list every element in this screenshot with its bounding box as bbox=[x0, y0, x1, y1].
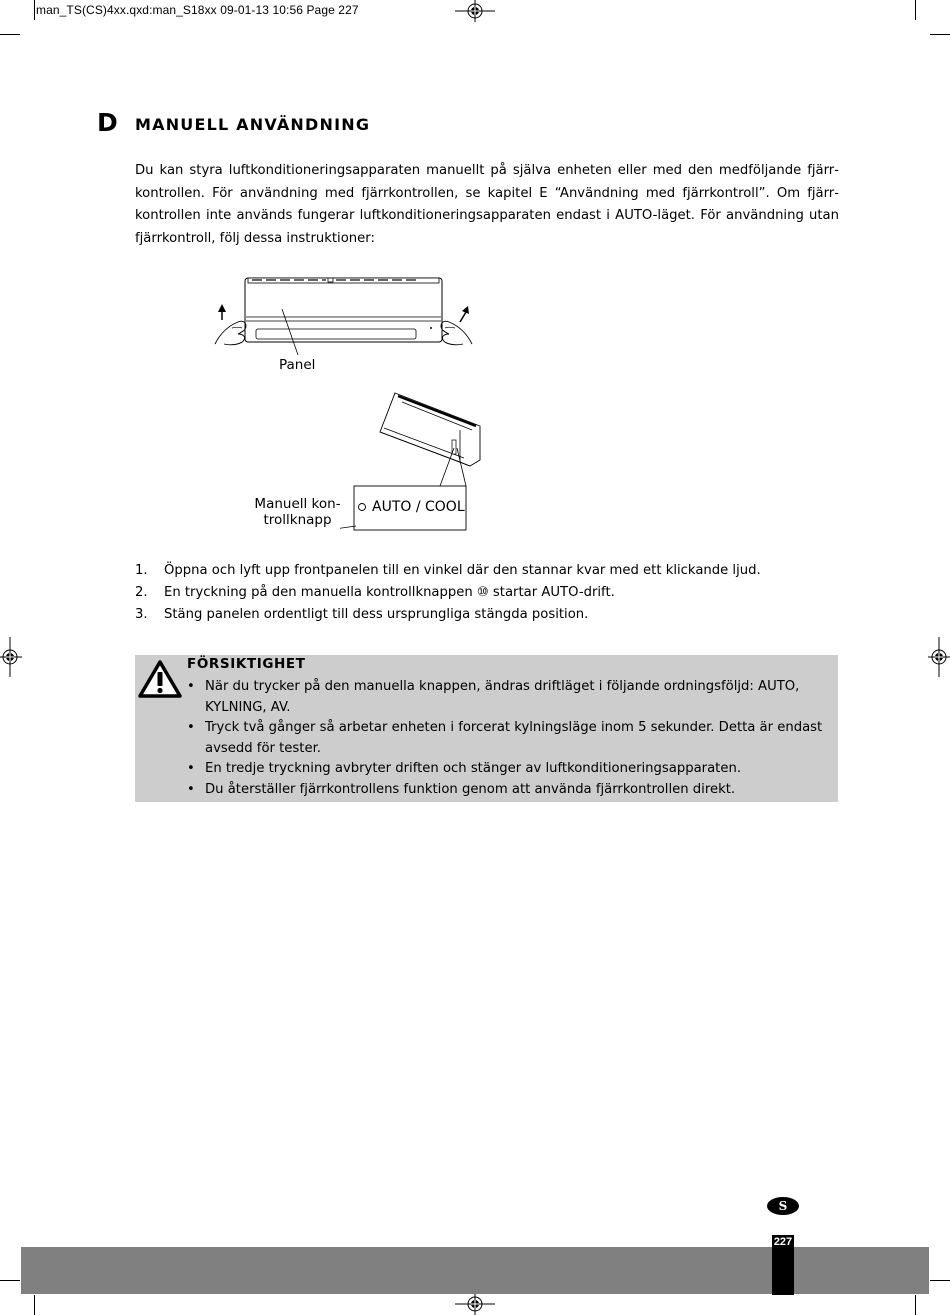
step-number: 2. bbox=[135, 585, 148, 600]
section-title: MANUELL ANVÄNDNING bbox=[135, 115, 371, 134]
caution-item: • Tryck två gånger så arbetar enheten i forcerat kylningsläge inom 5 sekunder. Detta är endast avsedd för tester. bbox=[187, 720, 823, 756]
step-item bbox=[135, 605, 855, 627]
step-number: 1. bbox=[135, 563, 148, 578]
page-number: 227 bbox=[773, 1236, 793, 1248]
language-badge: S bbox=[767, 1197, 799, 1215]
warning-triangle-icon bbox=[138, 659, 182, 699]
caution-item-text: Tryck två gånger så arbetar enheten i forcerat kylningsläge inom 5 sekunder. Detta är endast avsedd för tester. bbox=[205, 720, 823, 756]
step-item bbox=[135, 561, 855, 583]
manual-control-label bbox=[250, 496, 345, 528]
step-item bbox=[135, 583, 855, 605]
steps-list bbox=[135, 561, 855, 627]
manual-control-label-line2: trollknapp bbox=[263, 512, 332, 528]
print-slug: man_TS(CS)4xx.qxd:man_S18xx 09-01-13 10:56 Page 227 bbox=[36, 3, 359, 17]
intro-paragraph: Du kan styra luftkonditioneringsapparaten manuellt på själva enheten eller med den medföljande fjärrkontrollen. För användning med fjärrkontrollen, se kapitel E “Användning med fjärrkontroll”. Om fjärrkontrollen inte används fungerar luftkonditioneringsapparaten endast i AUTO-läget. För användning utan fjärrkontroll, följ dessa instruktioner: bbox=[135, 163, 839, 246]
caution-box bbox=[135, 655, 838, 802]
manual-control-label-line1: Manuell kon- bbox=[254, 496, 341, 512]
caution-item: • Du återställer fjärrkontrollens funktion genom att använda fjärrkontrollen direkt. bbox=[187, 781, 736, 797]
control-button-illustration bbox=[340, 388, 500, 538]
caution-item: • När du trycker på den manuella knappen, ändras driftläget i följande ordningsföljd: AUTO, KYLNING, AV. bbox=[187, 679, 800, 715]
registration-mark-right bbox=[928, 637, 950, 677]
caution-item-text: Du återställer fjärrkontrollens funktion genom att använda fjärrkontrollen direkt. bbox=[205, 781, 736, 797]
auto-cool-button-label: AUTO / COOL bbox=[372, 499, 465, 515]
caution-title: FÖRSIKTIGHET bbox=[187, 656, 306, 672]
caution-list bbox=[187, 677, 827, 800]
step-text: Stäng panelen ordentligt till dess ursprungliga stängda position. bbox=[164, 607, 589, 622]
caution-item-text: När du trycker på den manuella knappen, ändras driftläget i följande ordningsföljd: AUTO, KYLNING, AV. bbox=[205, 679, 800, 715]
step-text: Öppna och lyft upp frontpanelen till en vinkel där den stannar kvar med ett klickande ljud. bbox=[164, 563, 761, 578]
caution-item: • En tredje tryckning avbryter driften och stänger av luftkonditioneringsapparaten. bbox=[187, 761, 742, 776]
registration-mark-top bbox=[455, 0, 495, 22]
indoor-unit-illustration bbox=[210, 270, 480, 360]
step-number: 3. bbox=[135, 607, 148, 622]
registration-mark-left bbox=[0, 637, 22, 677]
section-letter: D bbox=[97, 108, 118, 137]
caution-item-text: En tredje tryckning avbryter driften och stänger av luftkonditioneringsapparaten. bbox=[205, 761, 742, 776]
registration-mark-bottom bbox=[455, 1293, 495, 1315]
step-text: En tryckning på den manuella kontrollknappen ⑩ startar AUTO-drift. bbox=[164, 585, 615, 600]
panel-label: Panel bbox=[279, 357, 316, 373]
